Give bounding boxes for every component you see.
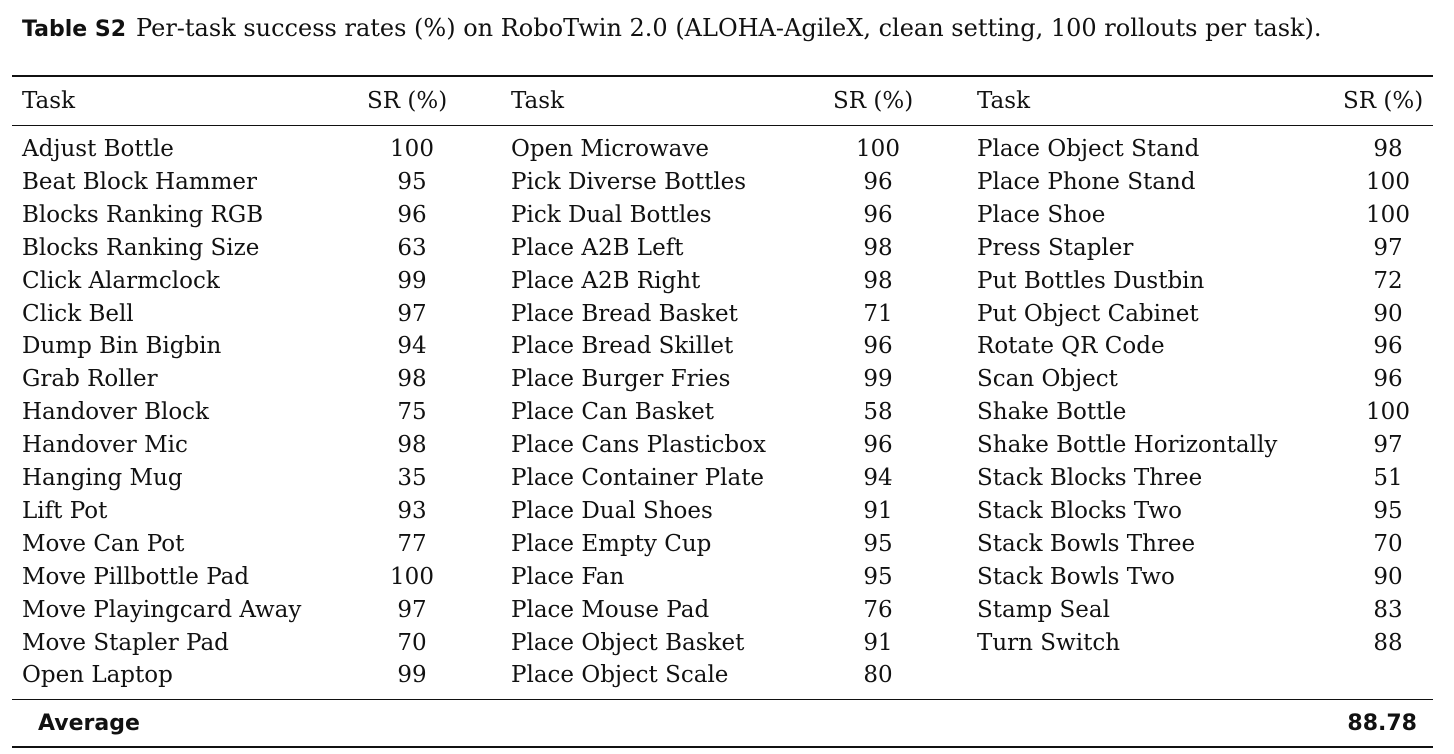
body-rule xyxy=(12,699,1433,700)
table-header xyxy=(12,85,1433,118)
table-row xyxy=(12,265,1433,298)
success-rate-cell: 98 xyxy=(1373,136,1403,162)
success-rate-cell: 96 xyxy=(863,168,893,195)
header-task-2: Task xyxy=(511,88,565,114)
task-name-cell: Blocks Ranking Size xyxy=(22,234,260,261)
success-rate-cell: 99 xyxy=(397,267,427,294)
task-name-cell: Place Object Basket xyxy=(511,629,745,656)
success-rate-cell: 51 xyxy=(1373,465,1403,491)
task-name-cell: Move Stapler Pad xyxy=(22,629,229,656)
task-name-cell: Place Object Stand xyxy=(977,136,1200,162)
success-rate-cell: 95 xyxy=(397,168,427,195)
task-name-cell: Stack Bowls Two xyxy=(977,563,1175,590)
table-row xyxy=(12,363,1433,396)
table-caption xyxy=(22,14,1322,42)
top-rule xyxy=(12,75,1433,77)
task-name-cell: Stamp Seal xyxy=(977,596,1110,623)
task-name-cell: Place Mouse Pad xyxy=(511,596,710,623)
success-rate-cell: 100 xyxy=(1366,399,1410,426)
header-task-3: Task xyxy=(977,88,1031,114)
table-row xyxy=(12,495,1433,528)
task-name-cell: Place Dual Shoes xyxy=(511,497,713,524)
table-row xyxy=(12,561,1433,594)
success-rate-cell: 94 xyxy=(863,465,893,491)
success-rate-cell: 83 xyxy=(1373,596,1403,623)
table-row xyxy=(12,396,1433,429)
task-name-cell: Place Bread Basket xyxy=(511,300,738,327)
task-name-cell: Place Fan xyxy=(511,563,625,590)
header-sr-2: SR (%) xyxy=(833,88,914,114)
average-row xyxy=(12,706,1433,742)
task-name-cell: Adjust Bottle xyxy=(22,136,174,162)
success-rate-cell: 72 xyxy=(1373,267,1403,294)
task-name-cell: Stack Bowls Three xyxy=(977,530,1196,557)
success-rate-cell: 97 xyxy=(397,596,427,623)
table-row xyxy=(12,232,1433,265)
success-rate-cell: 80 xyxy=(863,662,893,689)
table-row xyxy=(12,462,1433,495)
table-row xyxy=(12,627,1433,660)
task-name-cell: Handover Mic xyxy=(22,432,188,459)
table-row xyxy=(12,528,1433,561)
success-rate-cell: 94 xyxy=(397,333,427,360)
task-name-cell: Place Can Basket xyxy=(511,399,714,426)
task-name-cell: Lift Pot xyxy=(22,497,108,524)
task-name-cell: Shake Bottle xyxy=(977,399,1127,426)
success-rate-cell: 97 xyxy=(397,300,427,327)
task-name-cell: Place Bread Skillet xyxy=(511,333,734,360)
header-task-1: Task xyxy=(22,88,76,114)
success-rate-cell: 100 xyxy=(390,563,434,590)
header-sr-1: SR (%) xyxy=(367,88,448,114)
average-label: Average xyxy=(38,711,140,736)
task-name-cell: Pick Dual Bottles xyxy=(511,201,712,228)
task-name-cell: Open Laptop xyxy=(22,662,173,689)
success-rate-cell: 70 xyxy=(1373,530,1403,557)
success-rate-cell: 71 xyxy=(863,300,893,327)
success-rate-cell: 63 xyxy=(397,234,427,261)
success-rate-cell: 98 xyxy=(863,234,893,261)
task-name-cell: Turn Switch xyxy=(977,629,1121,656)
task-name-cell: Place Object Scale xyxy=(511,662,729,689)
success-rate-cell: 97 xyxy=(1373,432,1403,459)
header-sr-3: SR (%) xyxy=(1343,88,1424,114)
success-rate-cell: 100 xyxy=(1366,168,1410,195)
table-row xyxy=(12,298,1433,331)
success-rate-cell: 95 xyxy=(1373,497,1403,524)
task-name-cell: Move Can Pot xyxy=(22,530,185,557)
task-name-cell: Shake Bottle Horizontally xyxy=(977,432,1278,459)
success-rate-cell: 77 xyxy=(397,530,427,557)
success-rate-cell: 97 xyxy=(1373,234,1403,261)
success-rate-cell: 35 xyxy=(397,465,427,491)
success-rate-cell: 100 xyxy=(1366,201,1410,228)
task-name-cell: Put Bottles Dustbin xyxy=(977,267,1205,294)
table-row xyxy=(12,199,1433,232)
table-row xyxy=(12,330,1433,363)
success-rate-cell: 95 xyxy=(863,530,893,557)
success-rate-cell: 88 xyxy=(1373,629,1403,656)
success-rate-cell: 90 xyxy=(1373,563,1403,590)
task-name-cell: Place Phone Stand xyxy=(977,168,1196,195)
success-rate-cell: 95 xyxy=(863,563,893,590)
task-name-cell: Open Microwave xyxy=(511,136,709,162)
task-name-cell: Place Shoe xyxy=(977,201,1106,228)
task-name-cell: Move Playingcard Away xyxy=(22,596,302,623)
task-name-cell: Place A2B Left xyxy=(511,234,684,261)
task-name-cell: Place Empty Cup xyxy=(511,530,712,557)
caption-text: Per-task success rates (%) on RoboTwin 2.0 (ALOHA-AgileX, clean setting, 100 rollouts per task). xyxy=(136,14,1322,42)
success-rate-cell: 90 xyxy=(1373,300,1403,327)
task-name-cell: Scan Object xyxy=(977,366,1118,393)
task-name-cell: Move Pillbottle Pad xyxy=(22,563,250,590)
task-name-cell: Place Container Plate xyxy=(511,465,765,491)
task-name-cell: Blocks Ranking RGB xyxy=(22,201,264,228)
task-name-cell: Dump Bin Bigbin xyxy=(22,333,222,360)
success-rate-cell: 58 xyxy=(863,399,893,426)
success-rate-cell: 98 xyxy=(397,432,427,459)
success-rate-cell: 100 xyxy=(390,136,434,162)
table-row xyxy=(12,429,1433,462)
average-value: 88.78 xyxy=(1347,711,1417,736)
task-name-cell: Stack Blocks Three xyxy=(977,465,1203,491)
bottom-rule xyxy=(12,746,1433,748)
header-rule xyxy=(12,125,1433,126)
task-name-cell: Place Burger Fries xyxy=(511,366,731,393)
success-rate-cell: 98 xyxy=(863,267,893,294)
table-row xyxy=(12,166,1433,199)
task-name-cell: Press Stapler xyxy=(977,234,1134,261)
success-rate-cell: 96 xyxy=(863,333,893,360)
task-name-cell: Place A2B Right xyxy=(511,267,701,294)
task-name-cell: Grab Roller xyxy=(22,366,158,393)
task-name-cell: Stack Blocks Two xyxy=(977,497,1182,524)
success-rate-cell: 91 xyxy=(863,629,893,656)
success-rate-cell: 93 xyxy=(397,497,427,524)
success-rate-cell: 96 xyxy=(397,201,427,228)
success-rate-cell: 99 xyxy=(397,662,427,689)
task-name-cell: Hanging Mug xyxy=(22,465,183,491)
caption-label: Table S2 xyxy=(22,17,127,42)
task-name-cell: Put Object Cabinet xyxy=(977,300,1199,327)
success-rate-cell: 100 xyxy=(856,136,900,162)
success-rate-cell: 99 xyxy=(863,366,893,393)
task-name-cell: Rotate QR Code xyxy=(977,333,1165,360)
task-name-cell: Place Cans Plasticbox xyxy=(511,432,766,459)
success-rate-cell: 91 xyxy=(863,497,893,524)
success-rate-cell: 96 xyxy=(863,201,893,228)
table-row xyxy=(12,594,1433,627)
success-rate-cell: 75 xyxy=(397,399,427,426)
table-row xyxy=(12,133,1433,166)
task-name-cell: Pick Diverse Bottles xyxy=(511,168,747,195)
task-name-cell: Beat Block Hammer xyxy=(22,168,258,195)
table-row xyxy=(12,659,1433,692)
success-rate-cell: 76 xyxy=(863,596,893,623)
success-rate-cell: 98 xyxy=(397,366,427,393)
task-name-cell: Handover Block xyxy=(22,399,209,426)
task-name-cell: Click Alarmclock xyxy=(22,267,220,294)
success-rate-cell: 96 xyxy=(1373,333,1403,360)
success-rate-cell: 96 xyxy=(1373,366,1403,393)
task-name-cell: Click Bell xyxy=(22,300,134,327)
success-rate-cell: 70 xyxy=(397,629,427,656)
success-rate-cell: 96 xyxy=(863,432,893,459)
